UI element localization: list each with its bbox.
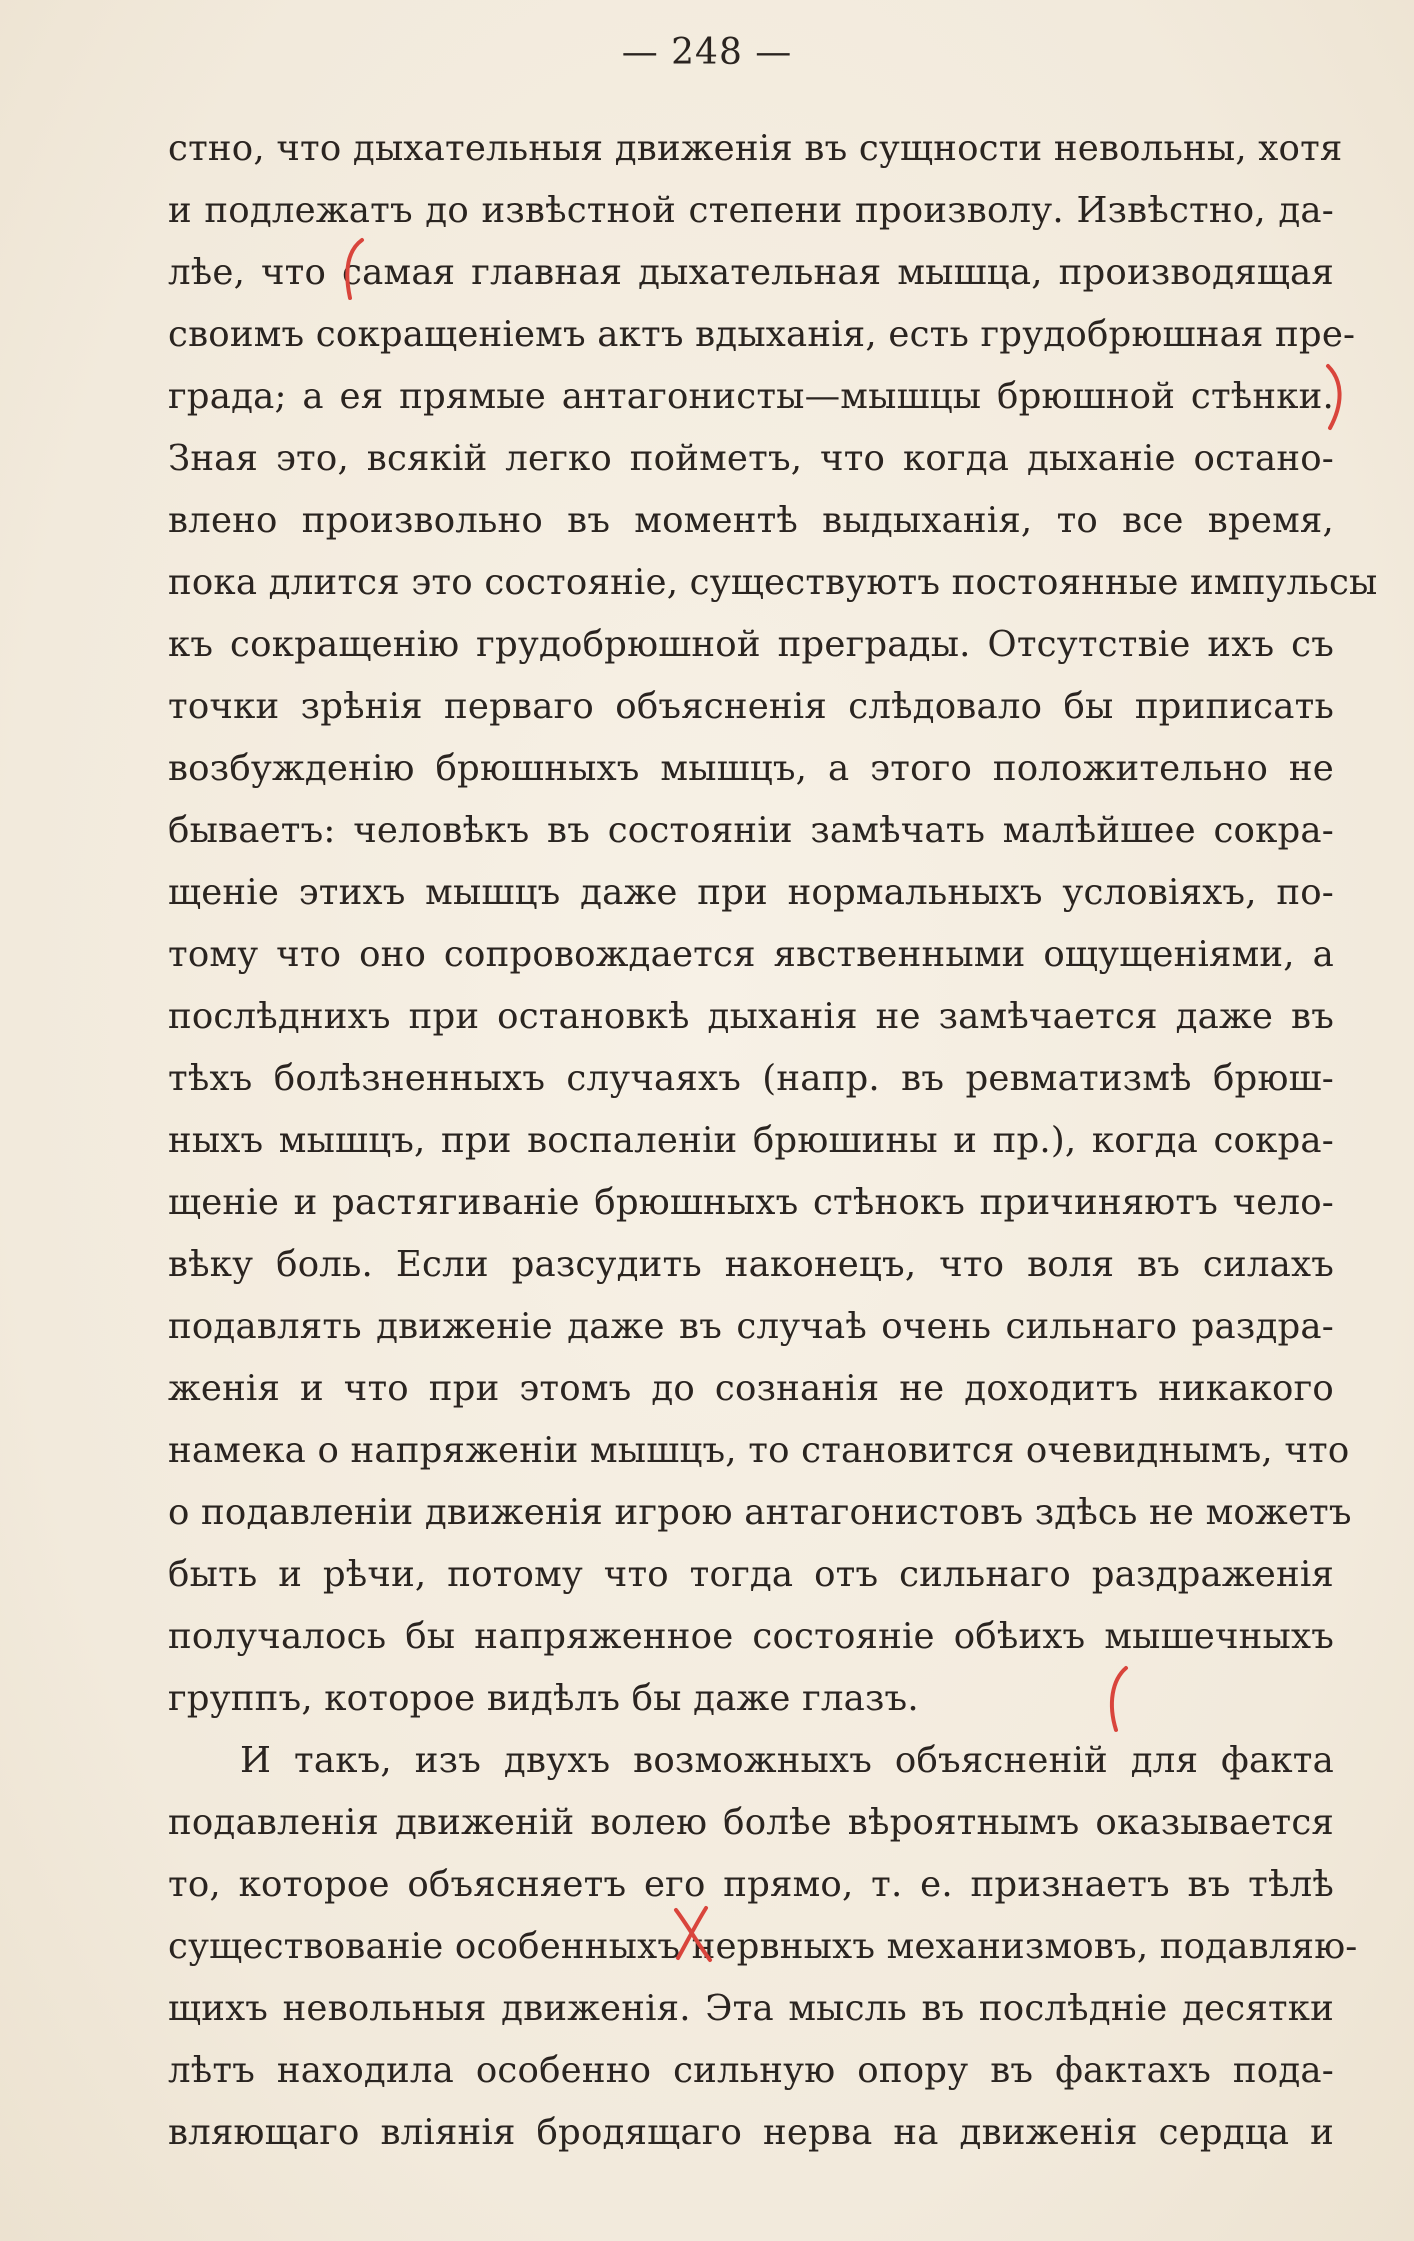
text-line: существованіе особенныхъ нервныхъ механизмовъ, подавляю- — [168, 1926, 1358, 1967]
text-line: точки зрѣнія перваго объясненія слѣдовало бы приписать — [168, 686, 1334, 727]
page-number: — 248 — — [621, 32, 793, 73]
text-line: о подавленіи движенія игрою антагонистовъ здѣсь не можетъ — [168, 1492, 1352, 1533]
text-line: лѣтъ находила особенно сильную опору въ фактахъ пода- — [168, 2050, 1334, 2091]
text-line: града; а ея прямые антагонисты—мышцы брюшной стѣнки. — [168, 376, 1334, 417]
text-line: бываетъ: человѣкъ въ состояніи замѣчать малѣйшее сокра- — [168, 810, 1334, 851]
text-line: вляющаго вліянія бродящаго нерва на движенія сердца и — [168, 2112, 1334, 2153]
text-line: стно, что дыхательныя движенія въ сущности невольны, хотя — [168, 128, 1343, 169]
text-line: намека о напряженіи мышцъ, то становится очевиднымъ, что — [168, 1430, 1350, 1471]
text-line: Зная это, всякій легко пойметъ, что когда дыханіе остано- — [168, 438, 1334, 479]
text-line: вѣку боль. Если разсудить наконецъ, что воля въ силахъ — [168, 1244, 1334, 1285]
text-line: лѣе, что самая главная дыхательная мышца, производящая — [168, 252, 1334, 293]
text-line: женія и что при этомъ до сознанія не доходитъ никакого — [168, 1368, 1334, 1409]
body-text — [168, 118, 1378, 2164]
text-line: то, которое объясняетъ его прямо, т. е. признаетъ въ тѣлѣ — [168, 1864, 1334, 1905]
text-line: возбужденію брюшныхъ мышцъ, а этого положительно не — [168, 748, 1334, 789]
text-line: получалось бы напряженное состояніе обѣихъ мышечныхъ — [168, 1616, 1334, 1657]
text-line: И такъ, изъ двухъ возможныхъ объясненій для факта — [240, 1740, 1334, 1781]
text-line: щеніе этихъ мышцъ даже при нормальныхъ условіяхъ, по- — [168, 872, 1334, 913]
text-line: къ сокращенію грудобрюшной преграды. Отсутствіе ихъ съ — [168, 624, 1334, 665]
text-line: подавлять движеніе даже въ случаѣ очень сильнаго раздра- — [168, 1306, 1334, 1347]
text-line: щеніе и растягиваніе брюшныхъ стѣнокъ причиняютъ чело- — [168, 1182, 1334, 1223]
text-line: подавленія движеній волею болѣе вѣроятнымъ оказывается — [168, 1802, 1334, 1843]
text-line: влено произвольно въ моментѣ выдыханія, то все время, — [168, 500, 1334, 541]
text-line: пока длится это состояніе, существуютъ постоянные импульсы — [168, 562, 1378, 603]
text-line: тому что оно сопровождается явственными ощущеніями, а — [168, 934, 1334, 975]
text-line: тѣхъ болѣзненныхъ случаяхъ (напр. въ ревматизмѣ брюш- — [168, 1058, 1334, 1099]
text-line: группъ, которое видѣлъ бы даже глазъ. — [168, 1678, 919, 1719]
text-line: и подлежатъ до извѣстной степени произволу. Извѣстно, да- — [168, 190, 1334, 231]
text-line: быть и рѣчи, потому что тогда отъ сильнаго раздраженія — [168, 1554, 1334, 1595]
text-line: щихъ невольныя движенія. Эта мысль въ послѣдніе десятки — [168, 1988, 1334, 2029]
text-line: послѣднихъ при остановкѣ дыханія не замѣчается даже въ — [168, 996, 1334, 1037]
text-line: своимъ сокращеніемъ актъ вдыханія, есть грудобрюшная пре- — [168, 314, 1356, 355]
text-line: ныхъ мышцъ, при воспаленіи брюшины и пр.), когда сокра- — [168, 1120, 1334, 1161]
